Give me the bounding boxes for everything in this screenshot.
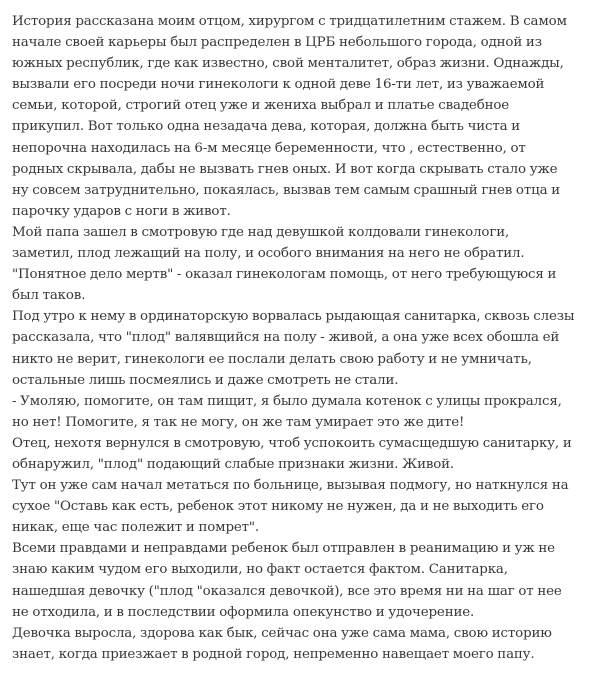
text-line: История рассказана моим отцом, хирургом с тридцатилетним стажем. В самом xyxy=(12,14,567,29)
text-line: начале своей карьеры был распределен в ЦРБ небольшого города, одной из xyxy=(12,35,542,51)
text-line: заметил, плод лежащий на полу, и особого внимания на него не обратил. xyxy=(12,246,525,262)
text-line: знаю каким чудом его выходили, но факт остается фактом. Санитарка, xyxy=(12,562,508,578)
story-text-block xyxy=(12,11,597,665)
text-line: был таков. xyxy=(12,288,86,304)
text-line: южных республик, где как известно, свой менталитет, образ жизни. Однажды, xyxy=(12,56,564,72)
text-line: Тут он уже сам начал метаться по больнице, вызывая подмогу, но наткнулся на xyxy=(12,478,569,494)
text-line: обнаружил, "плод" подающий слабые признаки жизни. Живой. xyxy=(12,456,455,472)
text-line: остальные лишь посмеялись и даже смотреть не стали. xyxy=(12,372,399,388)
text-line: не отходила, и в последствии оформила опекунство и удочерение. xyxy=(12,604,475,620)
text-line: Под утро к нему в ординаторскую ворвалась рыдающая санитарка, сквозь слезы xyxy=(12,309,575,325)
text-line: рассказала, что "плод" валявщийся на полу - живой, а она уже всех обошла ей xyxy=(12,330,560,346)
text-line: ну совсем затруднительно, покаялась, вызвав тем самым срашный гнев отца и xyxy=(12,182,560,198)
text-line: нашедшая девочку ("плод "оказался девочкой), все это время ни на шаг от нее xyxy=(12,583,562,599)
text-line: сухое "Оставь как есть, ребенок этот никому не нужен, да и не выходить его xyxy=(12,499,544,515)
text-line: Всеми правдами и неправдами ребенок был отправлен в реанимацию и уж не xyxy=(12,541,555,557)
text-line: непорочна находилась на 6-м месяце беременности, что , естественно, от xyxy=(12,140,526,156)
text-line: Отец, нехотя вернулся в смотровую, чтоб успокоить сумасщедшую санитарку, и xyxy=(12,435,572,451)
text-line: Мой папа зашел в смотровую где над девушкой колдовали гинекологи, xyxy=(12,224,510,240)
text-line: Девочка выросла, здорова как бык, сейчас она уже сама мама, свою историю xyxy=(12,625,552,641)
text-line: "Понятное дело мертв" - оказал гинекологам помощь, от него требующуюся и xyxy=(12,267,557,283)
text-line: вызвали его посреди ночи гинекологи к одной деве 16-ти лет, из уважаемой xyxy=(12,77,545,93)
text-line: никто не верит, гинекологи ее послали делать свою работу и не умничать, xyxy=(12,351,532,367)
text-line: парочку ударов с ноги в живот. xyxy=(12,203,231,219)
text-line: - Умоляю, помогите, он там пищит, я было думала котенок с улицы прокрался, xyxy=(12,393,562,409)
text-line: никак, еще час полежит и помрет". xyxy=(12,520,260,536)
text-line: семьи, которой, строгий отец уже и жениха выбрал и платье свадебное xyxy=(12,98,510,114)
text-line: прикупил. Вот только одна незадача дева, которая, должна быть чиста и xyxy=(12,119,521,135)
text-line: родных скрывала, дабы не вызвать гнев оных. И вот когда скрывать стало уже xyxy=(12,161,558,177)
text-line: но нет! Помогите, я так не могу, он же там умирает это же дите! xyxy=(12,414,465,430)
text-line: знает, когда приезжает в родной город, непременно навещает моего папу. xyxy=(12,646,535,662)
